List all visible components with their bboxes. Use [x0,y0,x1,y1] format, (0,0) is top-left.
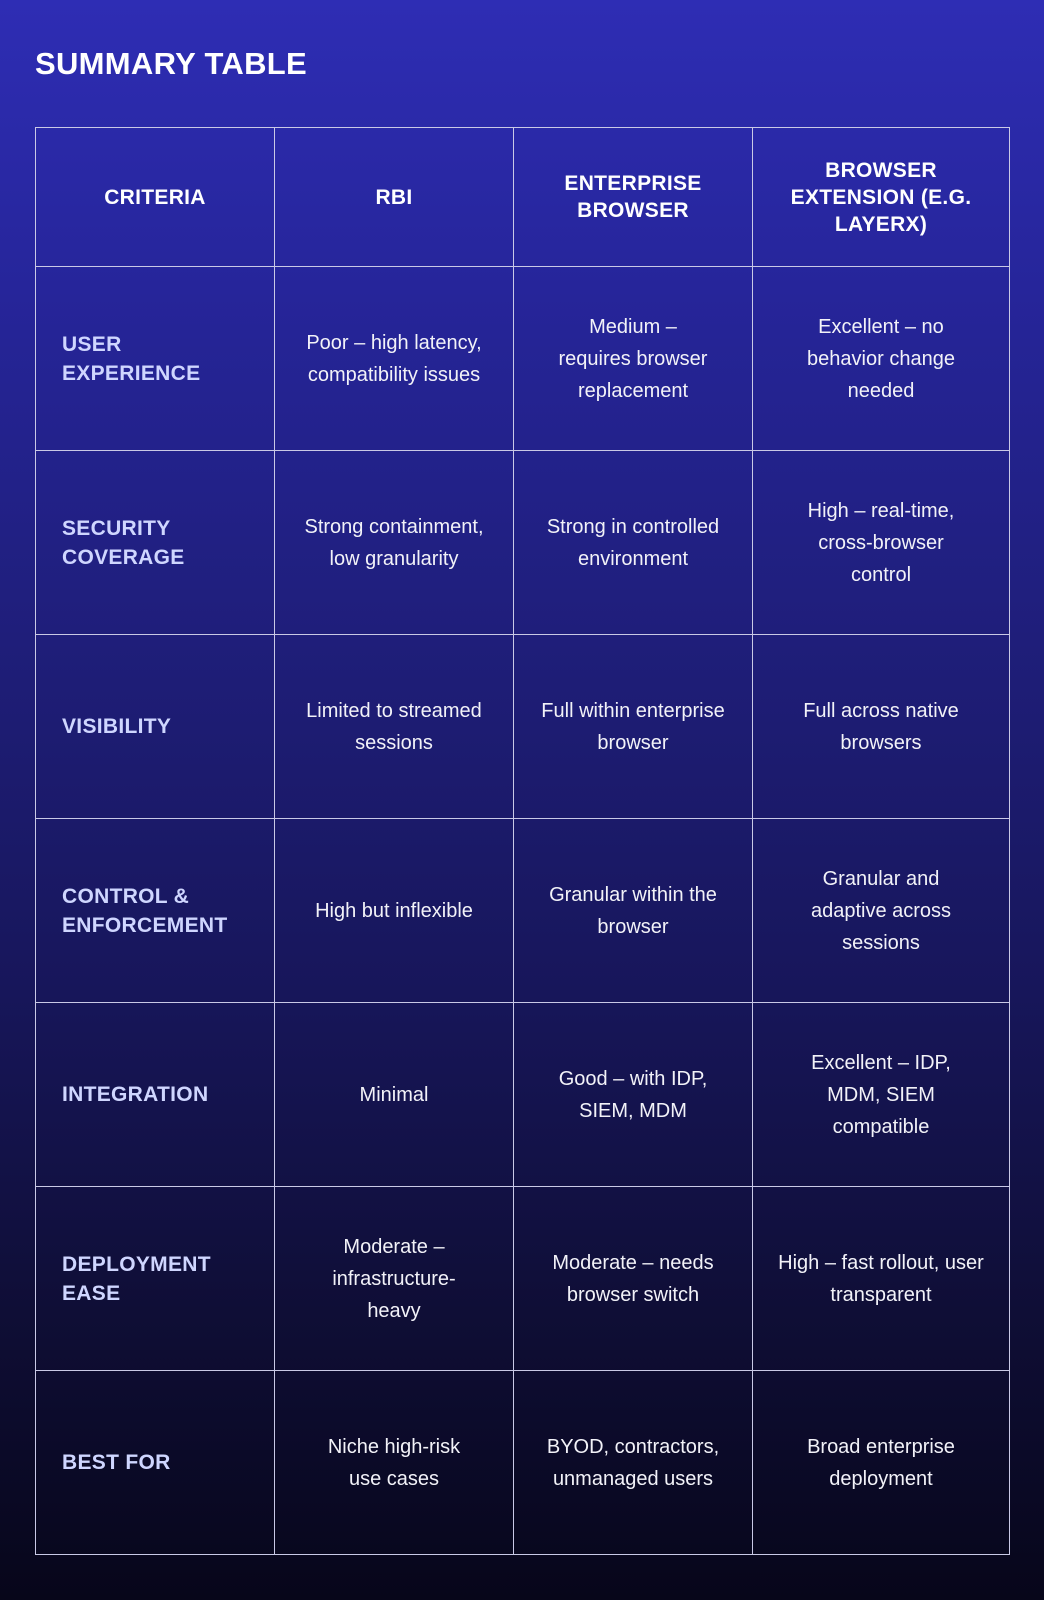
page-title: SUMMARY TABLE [35,46,307,81]
table-cell: Broad enterprise deployment [753,1371,1010,1555]
table-cell: Granular within the browser [514,819,753,1003]
table-cell: High – real-time, cross-browser control [753,451,1010,635]
table-cell: Limited to streamed sessions [275,635,514,819]
table-cell: Niche high-risk use cases [275,1371,514,1555]
table-cell: BYOD, contractors, unmanaged users [514,1371,753,1555]
header-row [36,128,1010,267]
table-cell: Medium – requires browser replacement [514,267,753,451]
column-header-criteria: CRITERIA [36,128,275,267]
table-cell: Strong containment, low granularity [275,451,514,635]
table-cell: High but inflexible [275,819,514,1003]
table-cell: Poor – high latency, compatibility issues [275,267,514,451]
row-label-best-for: BEST FOR [36,1371,275,1555]
table-cell: Excellent – IDP, MDM, SIEM compatible [753,1003,1010,1187]
table-row [36,267,1010,451]
table-row [36,1371,1010,1555]
column-header-enterprise-browser: ENTERPRISE BROWSER [514,128,753,267]
table-row [36,635,1010,819]
table-cell: Moderate – needs browser switch [514,1187,753,1371]
column-header-rbi: RBI [275,128,514,267]
table-cell: High – fast rollout, user transparent [753,1187,1010,1371]
table-row [36,819,1010,1003]
table-row [36,451,1010,635]
row-label-deployment-ease: DEPLOYMENT EASE [36,1187,275,1371]
row-label-user-experience: USER EXPERIENCE [36,267,275,451]
row-label-control-enforcement: CONTROL & ENFORCEMENT [36,819,275,1003]
table-cell: Granular and adaptive across sessions [753,819,1010,1003]
table-cell: Full across native browsers [753,635,1010,819]
table-cell: Minimal [275,1003,514,1187]
table-cell: Moderate – infrastructure-heavy [275,1187,514,1371]
table-row [36,1003,1010,1187]
summary-table [35,127,1010,1555]
table-cell: Good – with IDP, SIEM, MDM [514,1003,753,1187]
table-row [36,1187,1010,1371]
row-label-visibility: VISIBILITY [36,635,275,819]
table-cell: Full within enterprise browser [514,635,753,819]
table-cell: Strong in controlled environment [514,451,753,635]
row-label-integration: INTEGRATION [36,1003,275,1187]
column-header-browser-extension: BROWSER EXTENSION (E.G. LAYERX) [753,128,1010,267]
row-label-security-coverage: SECURITY COVERAGE [36,451,275,635]
table-cell: Excellent – no behavior change needed [753,267,1010,451]
